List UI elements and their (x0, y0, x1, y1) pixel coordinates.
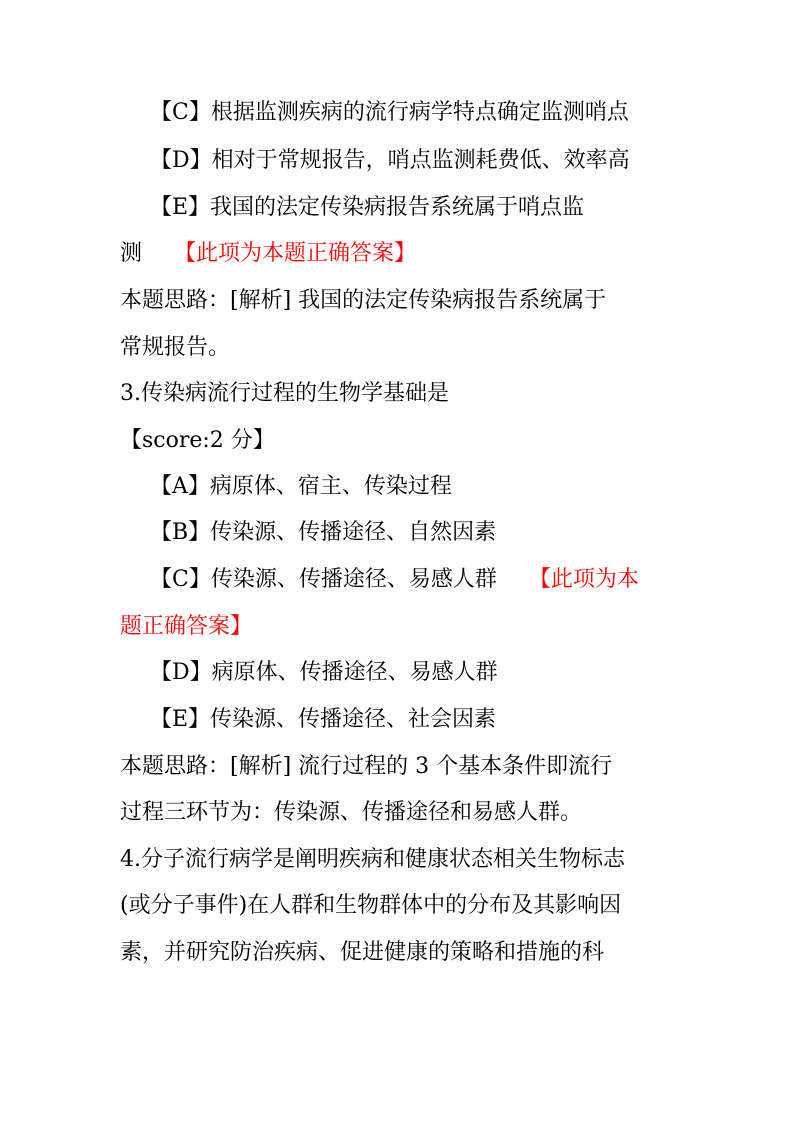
q2-option-d: 【D】相对于常规报告，哨点监测耗费低、效率高 (150, 148, 630, 173)
q4-stem-line-1: 4.分子流行病学是阐明疾病和健康状态相关生物标志 (120, 847, 625, 872)
q3-option-c-text: 【C】传染源、传播途径、易感人群 (150, 567, 497, 592)
q3-analysis-line-2: 过程三环节为：传染源、传播途径和易感人群。 (120, 800, 583, 825)
q2-option-c: 【C】根据监测疾病的流行病学特点确定监测哨点 (150, 100, 629, 125)
q4-stem-line-2: (或分子事件)在人群和生物群体中的分布及其影响因 (120, 893, 622, 918)
q4-stem-line-3: 素，并研究防治疾病、促进健康的策略和措施的科 (120, 940, 605, 965)
q3-correct-answer-marker-continued: 题正确答案】 (120, 614, 253, 639)
q3-analysis-line-1: 本题思路：[解析] 流行过程的 3 个基本条件即流行 (120, 754, 613, 779)
q3-option-e: 【E】传染源、传播途径、社会因素 (150, 707, 497, 732)
q3-option-c (150, 565, 639, 595)
q2-option-e-continued (120, 239, 416, 269)
q3-option-d: 【D】病原体、传播途径、易感人群 (150, 660, 498, 685)
q3-option-a: 【A】病原体、宿主、传染过程 (150, 474, 452, 499)
q3-score: 【score:2 分】 (120, 428, 275, 453)
q3-option-b: 【B】传染源、传播途径、自然因素 (150, 520, 497, 545)
q2-option-e-text: 测 (120, 241, 143, 266)
q2-analysis-line-1: 本题思路：[解析] 我国的法定传染病报告系统属于 (120, 288, 607, 313)
q3-correct-answer-marker: 【此项为本 (528, 567, 639, 592)
q3-stem: 3.传染病流行过程的生物学基础是 (120, 381, 449, 406)
q2-correct-answer-marker: 【此项为本题正确答案】 (174, 241, 417, 266)
q2-analysis-line-2: 常规报告。 (120, 335, 231, 360)
q2-option-e: 【E】我国的法定传染病报告系统属于哨点监 (150, 195, 585, 220)
